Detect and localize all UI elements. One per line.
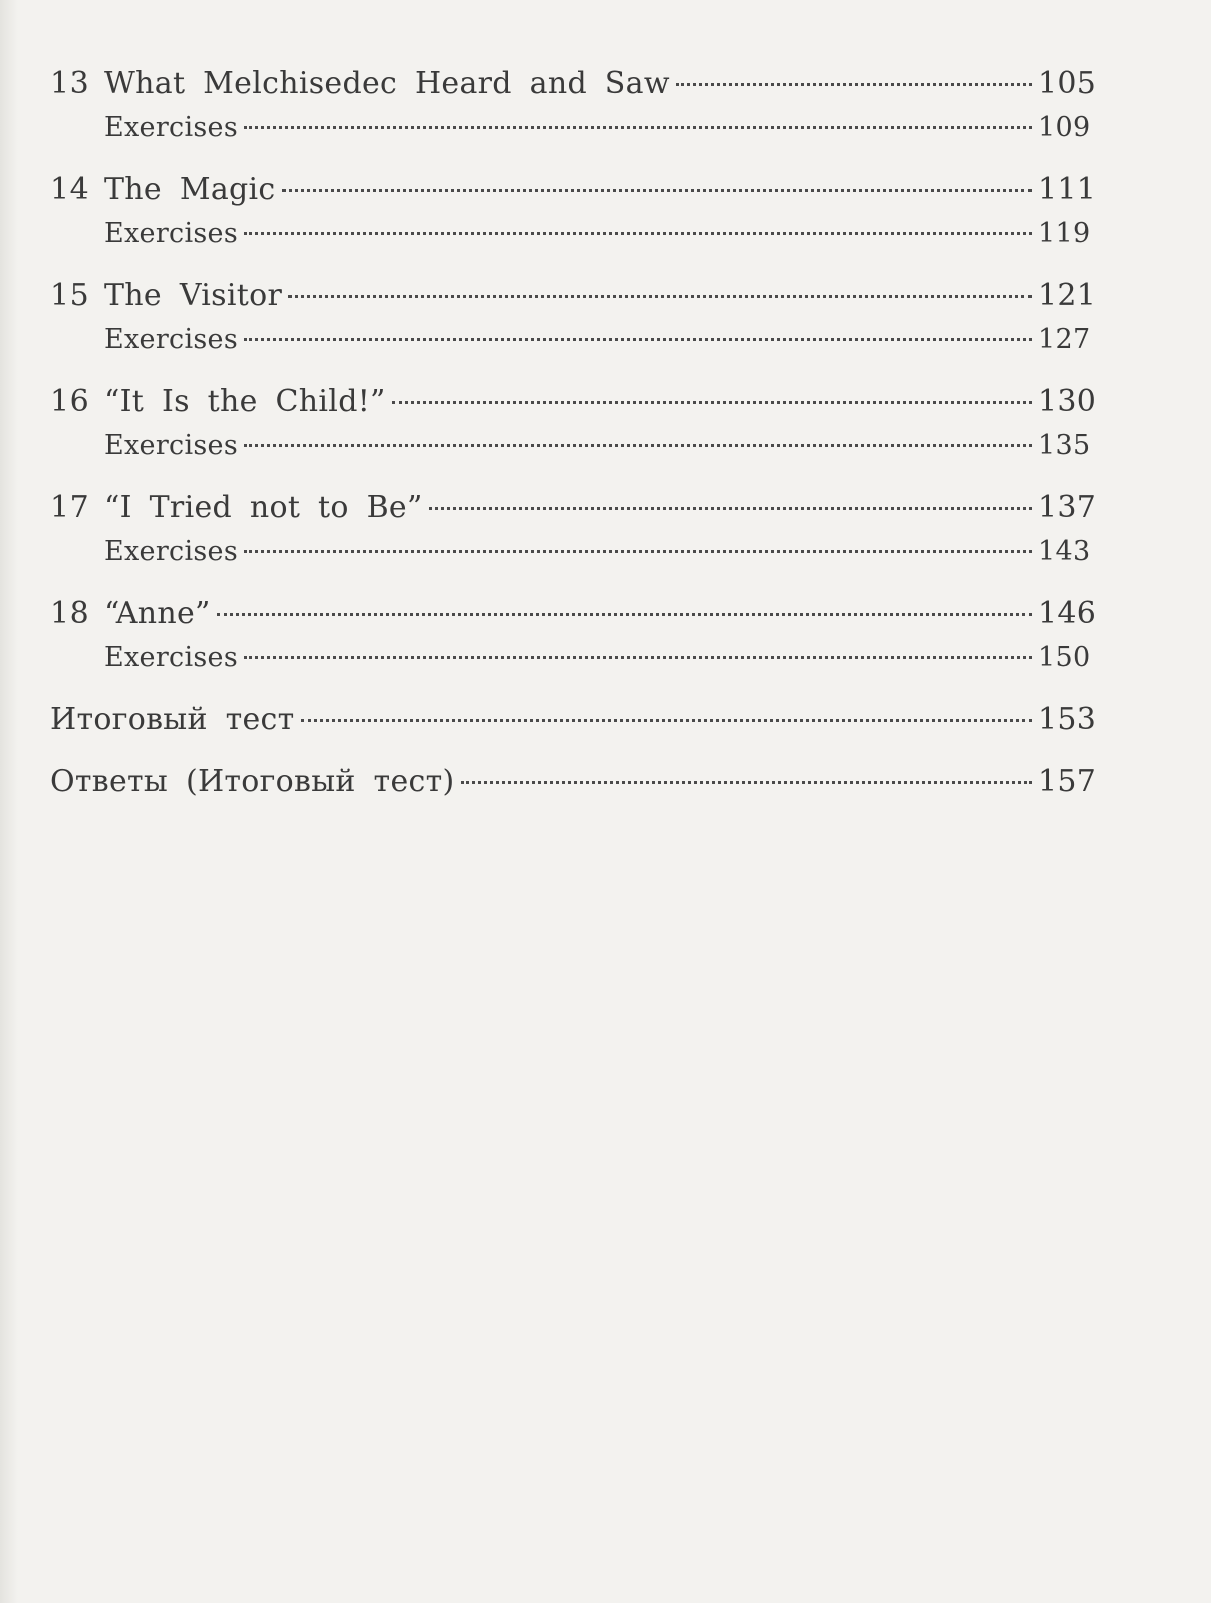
subentry-title: Exercises — [104, 536, 238, 567]
page-number: 121 — [1038, 278, 1097, 313]
toc-subentry-13-exercises[interactable] — [50, 106, 1090, 150]
dot-leader — [301, 719, 1032, 722]
page-number: 119 — [1038, 218, 1091, 249]
subentry-title: Exercises — [104, 430, 238, 461]
toc-entry-17[interactable] — [50, 486, 1097, 530]
chapter-title: “It Is the Child!” — [104, 384, 386, 419]
toc-entry-15[interactable] — [50, 274, 1097, 318]
table-of-contents — [50, 62, 1097, 804]
toc-subentry-17-exercises[interactable] — [50, 530, 1090, 574]
chapter-number: 14 — [50, 172, 90, 207]
toc-subentry-18-exercises[interactable] — [50, 636, 1090, 680]
page-number: 130 — [1038, 384, 1097, 419]
dot-leader — [244, 232, 1032, 235]
page-number: 146 — [1038, 596, 1097, 631]
page-number: 137 — [1038, 490, 1097, 525]
chapter-number: 13 — [50, 66, 90, 101]
page-number: 135 — [1038, 430, 1091, 461]
page-edge-shadow — [0, 0, 18, 1603]
subentry-title: Exercises — [104, 112, 238, 143]
answers-title: Ответы (Итоговый тест) — [50, 764, 455, 799]
dot-leader — [282, 189, 1032, 192]
chapter-title: What Melchisedec Heard and Saw — [104, 66, 670, 101]
chapter-title: “Anne” — [104, 596, 211, 631]
toc-entry-13[interactable] — [50, 62, 1097, 106]
dot-leader — [244, 126, 1032, 129]
dot-leader — [676, 83, 1032, 86]
toc-subentry-15-exercises[interactable] — [50, 318, 1090, 362]
page-number: 109 — [1038, 112, 1091, 143]
chapter-title: The Magic — [104, 172, 276, 207]
toc-entry-16[interactable] — [50, 380, 1097, 424]
toc-entry-final-test[interactable] — [50, 698, 1097, 742]
chapter-title: The Visitor — [104, 278, 283, 313]
page-number: 153 — [1038, 702, 1097, 737]
chapter-number: 15 — [50, 278, 90, 313]
chapter-number: 18 — [50, 596, 90, 631]
page-number: 157 — [1038, 764, 1097, 799]
chapter-number: 16 — [50, 384, 90, 419]
page-number: 127 — [1038, 324, 1091, 355]
dot-leader — [244, 550, 1032, 553]
dot-leader — [244, 338, 1032, 341]
page-number: 143 — [1038, 536, 1091, 567]
subentry-title: Exercises — [104, 324, 238, 355]
subentry-title: Exercises — [104, 642, 238, 673]
dot-leader — [392, 401, 1032, 404]
chapter-number: 17 — [50, 490, 90, 525]
final-test-title: Итоговый тест — [50, 702, 295, 737]
dot-leader — [244, 444, 1032, 447]
page-number: 150 — [1038, 642, 1091, 673]
page-number: 111 — [1038, 172, 1097, 207]
dot-leader — [288, 295, 1032, 298]
dot-leader — [429, 507, 1032, 510]
dot-leader — [461, 781, 1033, 784]
subentry-title: Exercises — [104, 218, 238, 249]
dot-leader — [217, 613, 1032, 616]
toc-subentry-16-exercises[interactable] — [50, 424, 1090, 468]
toc-entry-18[interactable] — [50, 592, 1097, 636]
page-number: 105 — [1038, 66, 1097, 101]
toc-entry-14[interactable] — [50, 168, 1097, 212]
dot-leader — [244, 656, 1032, 659]
toc-subentry-14-exercises[interactable] — [50, 212, 1090, 256]
toc-entry-answers[interactable] — [50, 760, 1097, 804]
chapter-title: “I Tried not to Be” — [104, 490, 423, 525]
